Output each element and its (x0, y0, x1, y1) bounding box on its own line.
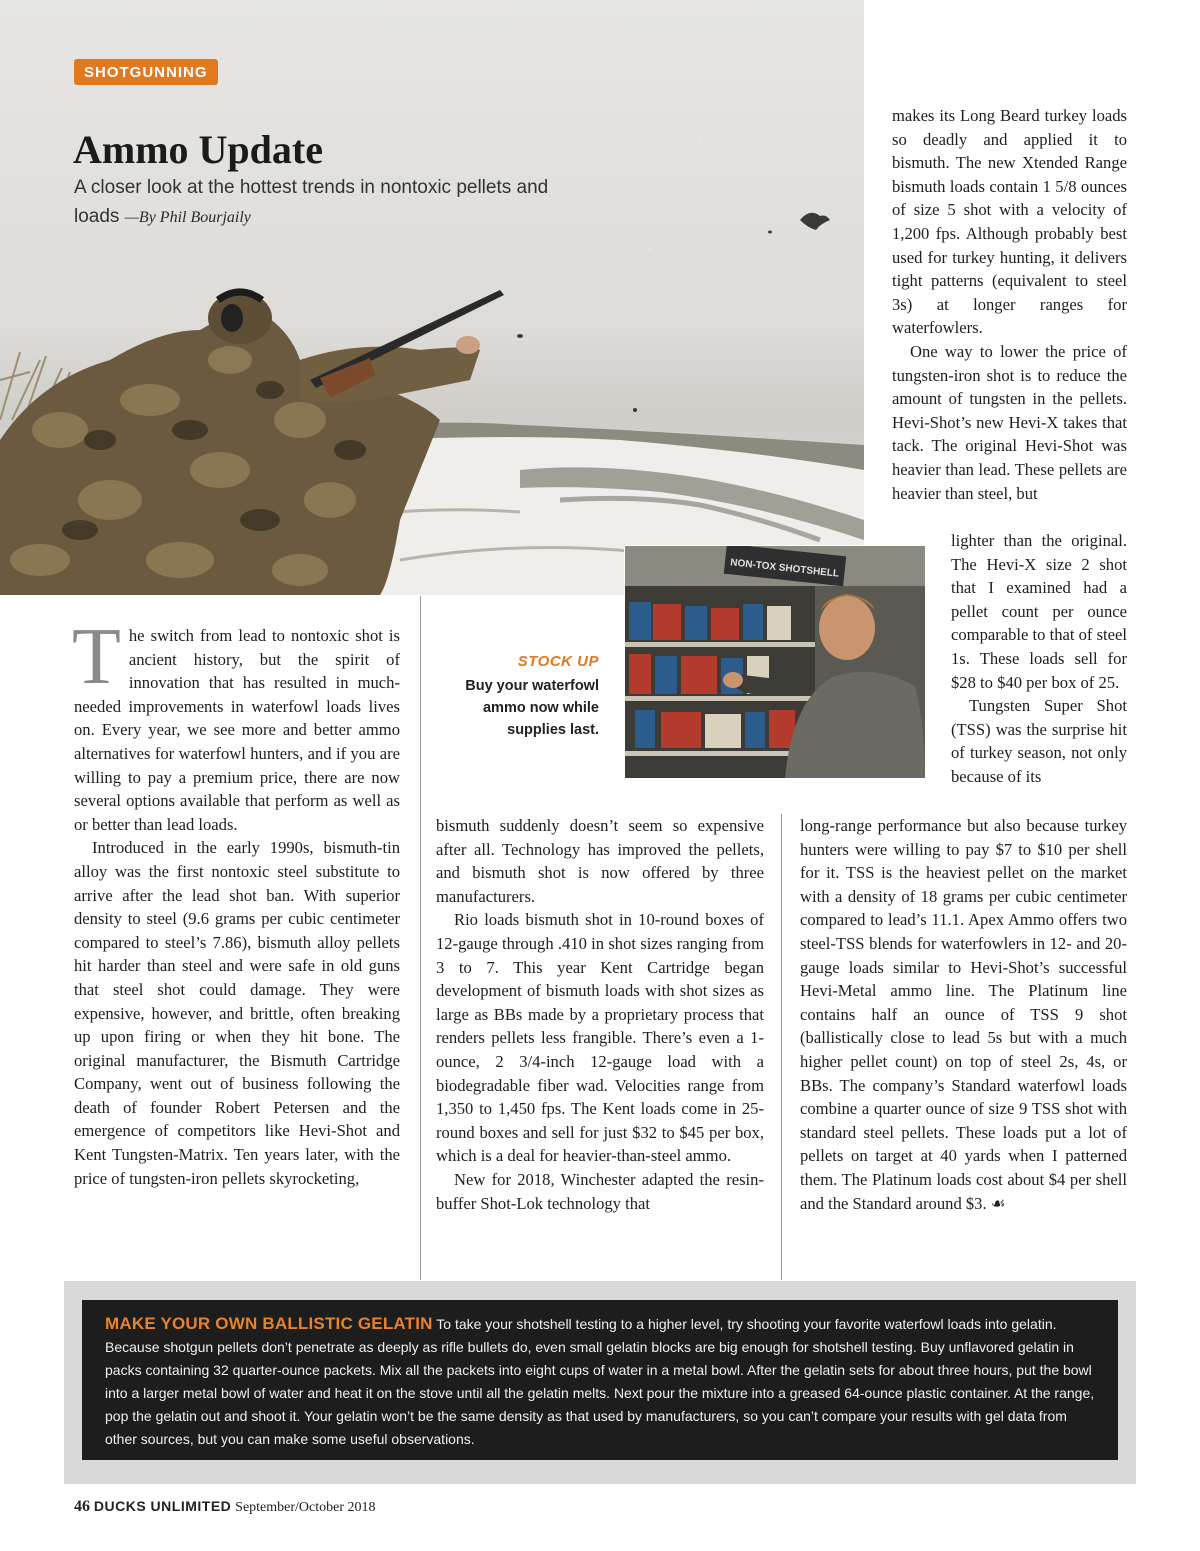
column-3-middle (951, 529, 1127, 789)
caption-head: STOCK UP (517, 653, 599, 670)
issue-date: September/October 2018 (235, 1500, 376, 1515)
lead-paragraph (72, 613, 400, 836)
deck (74, 173, 554, 232)
paragraph: One way to lower the price of tungsten-iron shot is to reduce the amount of tungsten in the pellets. Hevi-Shot’s new Hevi-X takes that tack. The original Hevi-Shot was heavier than lead. These pellets are heavier than steel, but (892, 341, 1127, 503)
paragraph: Tungsten Super Shot (TSS) was the surprise hit of turkey season, not only because of its (951, 696, 1127, 786)
magazine-name: DUCKS UNLIMITED (93, 1498, 232, 1514)
drop-cap: T (72, 613, 121, 701)
paragraph: bismuth suddenly doesn’t seem so expensive after all. Technology has improved the pellets, and bismuth shot is now offered by three manufacturers. (436, 816, 764, 906)
column-divider (781, 814, 782, 1280)
headline: Ammo Update (73, 127, 323, 172)
page-footer (74, 1498, 376, 1516)
paragraph: makes its Long Beard turkey loads so deadly and applied it to bismuth. The new Xtended Range bismuth loads contain 1 5/8 ounces of size 5 shot with a velocity of 1,200 fps. Although probably best used for turkey hunting, it delivers tight patterns (equivalent to steel 3s) at longer ranges for waterfowlers. (892, 106, 1127, 338)
sidebar-head: MAKE YOUR OWN BALLISTIC GELATIN (105, 1314, 433, 1333)
hero-photo-illustration (0, 0, 864, 595)
sidebar-box (82, 1300, 1118, 1460)
end-mark-icon: ☙ (990, 1193, 1006, 1213)
column-1 (72, 613, 400, 1190)
photo-caption (436, 651, 599, 741)
column-3-top (892, 104, 1127, 505)
paragraph: New for 2018, Winchester adapted the resin-buffer Shot-Lok technology that (436, 1169, 764, 1213)
byline: —By Phil Bourjaily (124, 209, 251, 226)
deck-text: A closer look at the hottest trends in nontoxic pellets and loads (74, 177, 549, 227)
column-3-bottom (800, 814, 1127, 1215)
column-2 (436, 814, 764, 1215)
paragraph: lighter than the original. The Hevi-X size 2 shot that I examined had a pellet count per ounce comparable to that of steel 1s. These loads sell for $28 to $40 per box of 25. (951, 531, 1128, 692)
page-number: 46 (74, 1498, 90, 1515)
hero-photo (0, 0, 864, 595)
paragraph-text: long-range performance but also because turkey hunters were willing to pay $7 to $10 per shell for it. TSS is the heaviest pellet on the market with a density of 18 grams per cubic centimeter compared to lead’s 11.1. Apex Ammo offers two steel-TSS blends for waterfowlers in 12- and 20-gauge loads similar to Hevi-Shot’s successful Hevi-Metal ammo line. The Platinum line contains half an ounce of TSS 9 shot (ballistically close to lead 5s but with a much higher pellet count) on top of steel 2s, 4s, or BBs. The company’s Standard waterfowl loads combine a quarter ounce of size 9 TSS shot with standard steel pellets. These loads put a lot of pellets on target at 40 yards when I patterned them. The Platinum loads cost about $4 per shell and the Standard around $3. (800, 816, 1127, 1213)
caption-body: Buy your waterfowl ammo now while supplies last. (465, 678, 599, 738)
section-tag: SHOTGUNNING (74, 59, 218, 85)
lead-paragraph-text: he switch from lead to nontoxic shot is ancient history, but the spirit of innovation that has resulted in much-needed improvements in waterfowl loads lives on. Every year, we see more and better ammo alternatives for waterfowl hunters, and if you are willing to pay a premium price, there are now several options available that perform as well as or better than lead loads. (74, 626, 400, 834)
store-sign-text: NON-TOX SHOTSHELL (729, 557, 840, 580)
paragraph (800, 814, 1127, 1215)
paragraph: Introduced in the early 1990s, bismuth-tin alloy was the first nontoxic steel substitute to arrive after the lead shot ban. With superior density to steel (9.6 grams per cubic centimeter compared to steel’s 7.86), bismuth alloy pellets hit harder than steel and were safe in old guns that steel shot could damage. They were expensive, however, and brittle, often breaking up upon firing or when they hit bone. The original manufacturer, the Bismuth Cartridge Company, went out of business following the death of founder Robert Petersen and the emergence of competitors like Hevi-Shot and Kent Tungsten-Matrix. Ten years later, with the price of tungsten-iron pellets skyrocketing, (74, 838, 400, 1188)
paragraph: Rio loads bismuth shot in 10-round boxes of 12-gauge through .410 in shot sizes ranging from 3 to 7. This year Kent Cartridge began development of bismuth loads with shot sizes as large as BBs made by a proprietary process that renders pellets less frangible. There’s even a 1-ounce, 2 3/4-inch 12-gauge load with a biodegradable fiber wad. Velocities range from 1,350 to 1,450 fps. The Kent loads come in 25-round boxes and sell for just $32 to $45 per box, which is a deal for heavier-than-steel ammo. (436, 910, 764, 1166)
column-divider (420, 596, 421, 1280)
store-photo-illustration (625, 546, 925, 778)
store-photo (624, 545, 926, 779)
sidebar-body: To take your shotshell testing to a higher level, try shooting your favorite waterfowl loads into gelatin. Because shotgun pellets don’t penetrate as deeply as rifle bullets do, even small gelatin blocks are big enough for shotshell testing. Buy unflavored gelatin in packs containing 32 quarter-ounce packets. Mix all the packets into eight cups of water in a metal bowl. After the gelatin sets for about three hours, put the bowl into a larger metal bowl of water and heat it on the stove until all the gelatin melts. Next pour the mixture into a greased 64-ounce plastic container. At the range, pop the gelatin out and shoot it. Your gelatin won’t be the same density as that used by manufacturers, so you can’t compare your results with gel data from other sources, but you can make some useful observations. (105, 1316, 1095, 1447)
